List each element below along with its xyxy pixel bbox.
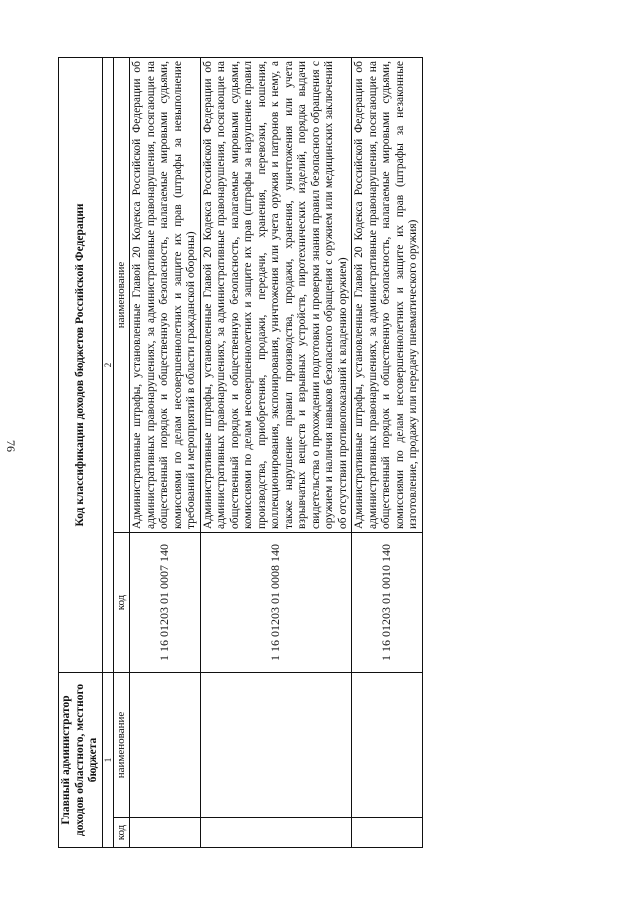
row-name: Административные штрафы, установленные Главой 20 Кодекса Российской Федерации об административных правонарушениях, за административные правонарушения, посягающие на общественный порядок и общественную безопасность, налагаемые мировыми судьями, комиссиями по делам несовершеннолетних и защите их прав (штрафы за нарушение правил производства, приобретения, продажи, передачи, хранения, перевозки, ношения, коллекционирования, экспонирования, уничтожения или учета оружия и патронов к нему, а также нарушение правил производства, продажи, хранения, уничтожения или учета взрывчатых веществ и взрывных устройств, пиротехнических изделий, порядка выдачи свидетельства о прохождении подготовки и проверки знания правил безопасного обращения с оружием и наличия навыков безопасного обращения с оружием или медицинских заключений об отсутствии противопоказаний к владению оружием) <box>200 57 352 532</box>
income-classification-table <box>58 57 423 848</box>
row-name: Административные штрафы, установленные Главой 20 Кодекса Российской Федерации об административных правонарушениях, за административные правонарушения, посягающие на общественный порядок и общественную безопасность, налагаемые мировыми судьями, комиссиями по делам несовершеннолетних и защите их прав (штрафы за невыполнение требований и мероприятий в области гражданской обороны) <box>130 57 201 532</box>
header-code: код <box>113 532 130 672</box>
row-admin-code <box>130 818 201 848</box>
row-name: Административные штрафы, установленные Главой 20 Кодекса Российской Федерации об административных правонарушениях, за административные правонарушения, посягающие на общественный порядок и общественную безопасность, налагаемые мировыми судьями, комиссиями по делам несовершеннолетних и защите их прав (штрафы за незаконные изготовление, продажу или передачу пневматического оружия) <box>352 57 423 532</box>
header-admin-group: Главный администратор доходов областного, местного бюджета <box>59 672 103 847</box>
row-admin-code <box>352 818 423 848</box>
header-row-numbers <box>102 57 113 847</box>
page-number: 76 <box>4 440 18 452</box>
header-column-number-2: 2 <box>102 57 113 672</box>
rotated-table-container <box>58 58 528 848</box>
row-code: 1 16 01203 01 0008 140 <box>200 532 352 672</box>
table-row <box>200 57 352 847</box>
row-admin-code <box>200 818 352 848</box>
header-classification-group: Код классификации доходов бюджетов Российской Федерации <box>59 57 103 672</box>
row-code: 1 16 01203 01 0007 140 <box>130 532 201 672</box>
row-admin-name <box>130 672 201 817</box>
row-admin-name <box>200 672 352 817</box>
row-code: 1 16 01203 01 0010 140 <box>352 532 423 672</box>
header-row-columns <box>113 57 130 847</box>
row-admin-name <box>352 672 423 817</box>
header-row-group <box>59 57 103 847</box>
header-admin-name: наименование <box>113 672 130 817</box>
header-admin-code: код <box>113 818 130 848</box>
header-column-number-1: 1 <box>102 672 113 847</box>
table-row <box>352 57 423 847</box>
table-row <box>130 57 201 847</box>
header-name: наименование <box>113 57 130 532</box>
